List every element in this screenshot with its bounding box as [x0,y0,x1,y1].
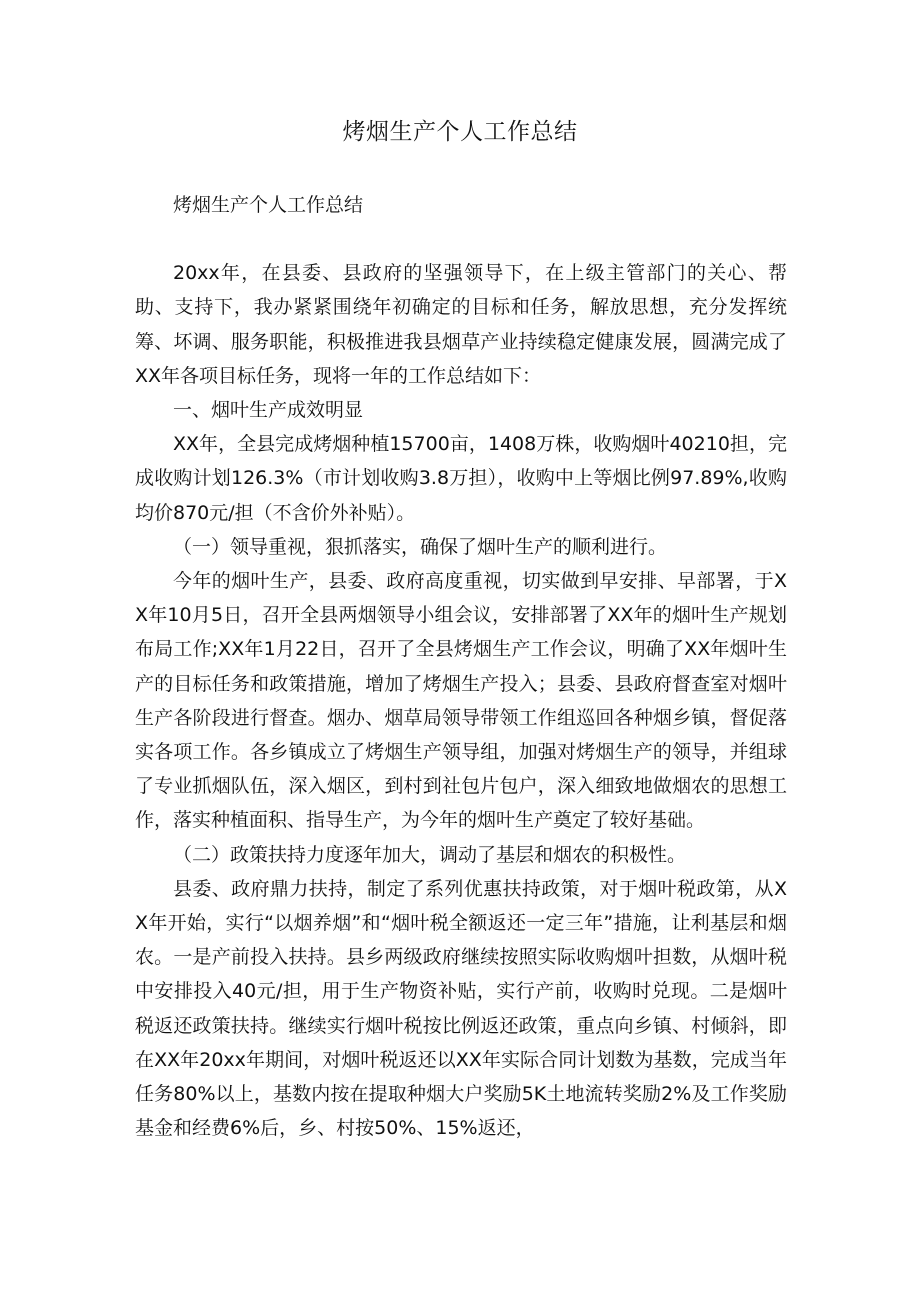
document-body [135,188,787,1145]
summary-paragraph: XX年，全县完成烤烟种植15700亩，1408万株，收购烟叶40210担，完成收购计划126.3%（市计划收购3.8万担），收购中上等烟比例97.89%,收购均价870元/担（不含价外补贴）。 [135,433,787,524]
subsection-heading-1: （一）领导重视，狠抓落实，确保了烟叶生产的顺利进行。 [173,535,668,558]
subsection-heading-2: （二）政策扶持力度逐年加大，调动了基层和烟农的积极性。 [173,843,687,866]
intro-paragraph: 20xx年，在县委、县政府的坚强领导下，在上级主管部门的关心、帮助、支持下，我办紧紧围绕年初确定的目标和任务，解放思想，充分发挥统筹、坏调、服务职能，积极推进我县烟草产业持续稳定健康发展，圆满完成了XX年各项目标任务，现将一年的工作总结如下： [135,262,787,387]
section-heading-1: 一、烟叶生产成效明显 [173,399,364,422]
leadership-paragraph: 今年的烟叶生产，县委、政府高度重视，切实做到早安排、早部署，于XX年10月5日，召开全县两烟领导小组会议，安排部署了XX年的烟叶生产规划布局工作;XX年1月22日，召开了全县烤烟生产工作会议，明确了XX年烟叶生产的目标任务和政策措施，增加了烤烟生产投入；县委、县政府督查室对烟叶生产各阶段进行督查。烟办、烟草局领导带领工作组巡回各种烟乡镇，督促落实各项工作。各乡镇成立了烤烟生产领导组，加强对烤烟生产的领导，并组球了专业抓烟队伍，深入烟区，到村到社包片包户，深入细致地做烟农的思想工作，落实种植面积、指导生产，为今年的烟叶生产奠定了较好基础。 [135,570,787,832]
policy-paragraph: 县委、政府鼎力扶持，制定了系列优惠扶持政策，对于烟叶税政第，从XX年开始，实行“以烟养烟”和“烟叶税全额返还一定三年”措施，让利基层和烟农。一是产前投入扶持。县乡两级政府继续按照实际收购烟叶担数，从烟叶税中安排投入40元/担，用于生产物资补贴，实行产前，收购时兑现。二是烟叶税返还政策扶持。继续实行烟叶税按比例返还政策，重点向乡镇、村倾斜，即在XX年20xx年期间，对烟叶税返还以XX年实际合同计划数为基数，完成当年任务80%以上，基数内按在提取种烟大户奖励5K土地流转奖励2%及工作奖励基金和经费6%后，乡、村按50%、15%返还， [135,877,787,1140]
document-title: 烤烟生产个人工作总结 [342,119,578,145]
document-subtitle: 烤烟生产个人工作总结 [173,194,364,216]
